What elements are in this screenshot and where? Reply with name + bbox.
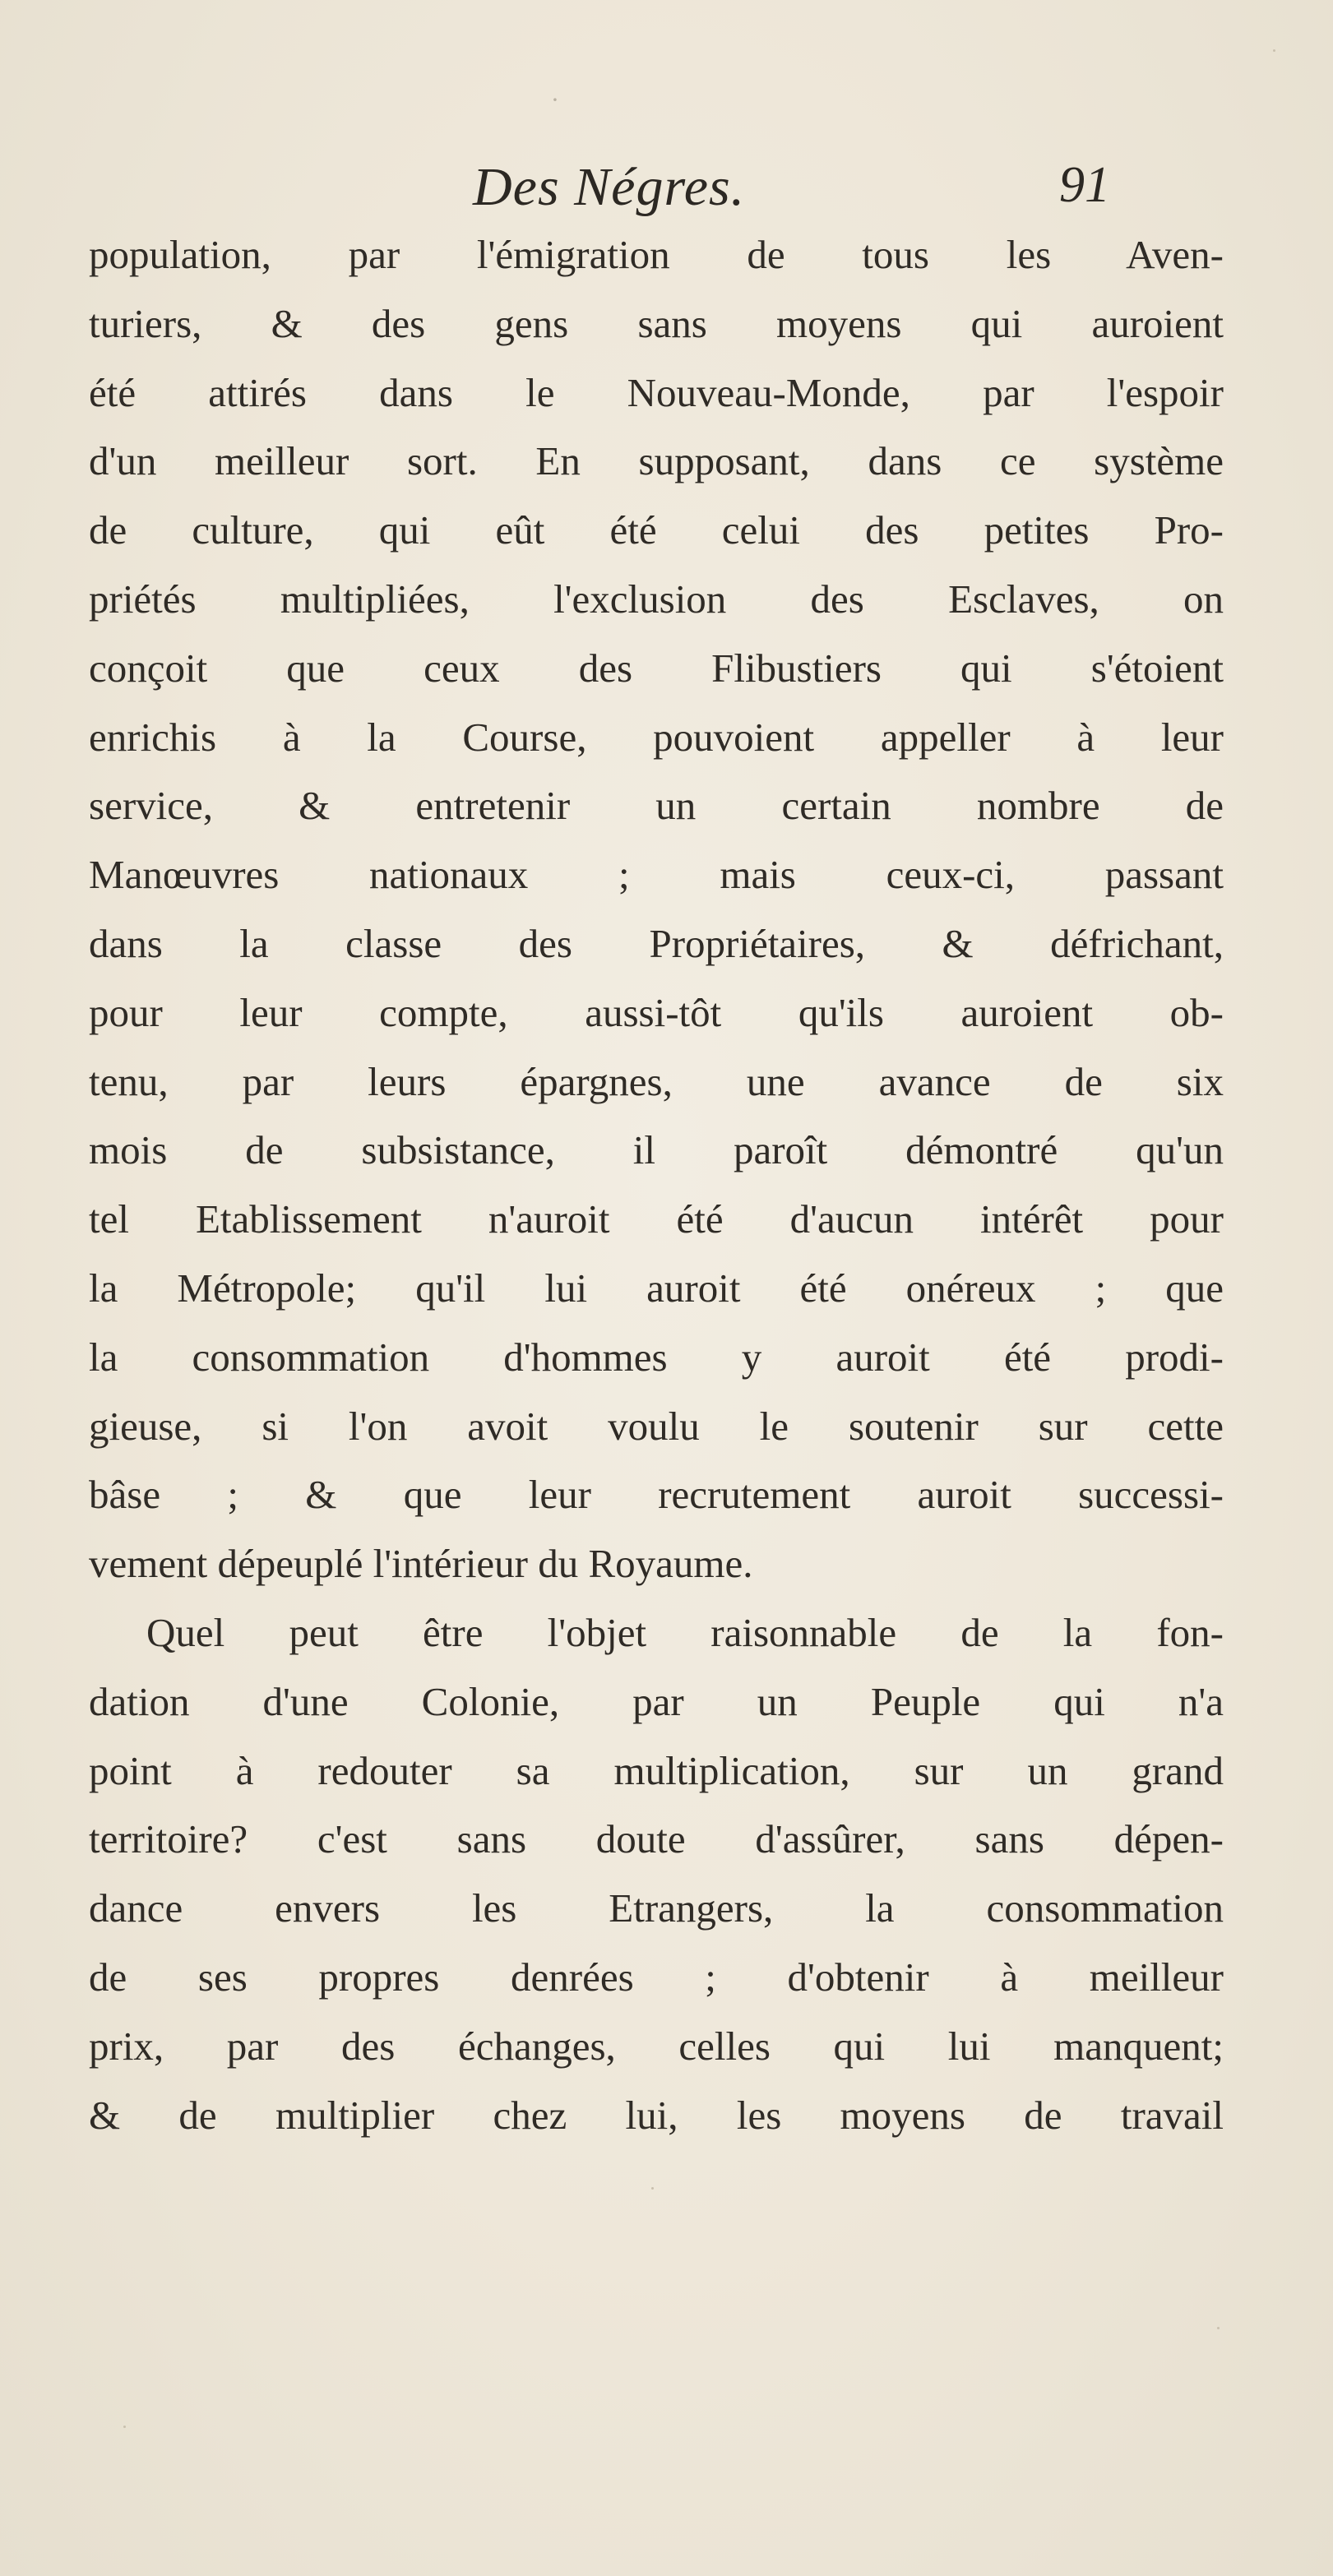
- text-line: prix, par des échanges, celles qui lui manquent;: [89, 2023, 1224, 2069]
- text-line: tenu, par leurs épargnes, une avance de six: [89, 1058, 1224, 1104]
- text-line: de culture, qui eût été celui des petites Pro-: [89, 507, 1224, 553]
- text-line: service, & entretenir un certain nombre de: [89, 783, 1224, 829]
- text-line: turiers, & des gens sans moyens qui auroient: [89, 300, 1224, 346]
- text-line: population, par l'émigration de tous les Aven-: [89, 232, 1224, 277]
- text-line: priétés multipliées, l'exclusion des Esclaves, on: [89, 576, 1224, 622]
- text-line: été attirés dans le Nouveau-Monde, par l'espoir: [89, 369, 1224, 415]
- text-line: bâse ; & que leur recrutement auroit successi-: [89, 1472, 1224, 1518]
- text-line: dation d'une Colonie, par un Peuple qui n'a: [89, 1678, 1224, 1724]
- text-line: & de multiplier chez lui, les moyens de travail: [89, 2092, 1224, 2138]
- text-line: de ses propres denrées ; d'obtenir à meilleur: [89, 1954, 1224, 2000]
- text-line: dance envers les Etrangers, la consommation: [89, 1885, 1224, 1931]
- ink-mark: ·: [551, 86, 559, 113]
- text-line: tel Etablissement n'auroit été d'aucun intérêt pour: [89, 1196, 1224, 1242]
- text-line: conçoit que ceux des Flibustiers qui s'étoient: [89, 645, 1224, 691]
- text-line: Quel peut être l'objet raisonnable de la fon-: [146, 1609, 1224, 1655]
- paper-speck: [1217, 2327, 1220, 2329]
- text-line: point à redouter sa multiplication, sur un grand: [89, 1747, 1224, 1793]
- text-line: mois de subsistance, il paroît démontré qu'un: [89, 1127, 1224, 1173]
- paper-speck: [123, 2426, 126, 2428]
- page-number: 91: [1059, 157, 1110, 213]
- text-line: la consommation d'hommes y auroit été prodi-: [89, 1334, 1224, 1380]
- text-line: Manœuvres nationaux ; mais ceux-ci, passant: [89, 852, 1224, 898]
- text-line: gieuse, si l'on avoit voulu le soutenir sur cette: [89, 1403, 1224, 1449]
- text-line: la Métropole; qu'il lui auroit été onéreux ; que: [89, 1265, 1224, 1311]
- text-line: territoire? c'est sans doute d'assûrer, sans dépen-: [89, 1816, 1224, 1862]
- text-line: vement dépeuplé l'intérieur du Royaume.: [89, 1541, 753, 1587]
- text-line: enrichis à la Course, pouvoient appeller à leur: [89, 714, 1224, 760]
- paper-speck: [1273, 49, 1275, 52]
- text-line: pour leur compte, aussi-tôt qu'ils auroient ob-: [89, 989, 1224, 1035]
- running-title: Des Négres.: [473, 157, 746, 217]
- running-head: [0, 156, 1333, 230]
- paper-speck: [651, 2187, 654, 2190]
- text-line: d'un meilleur sort. En supposant, dans ce système: [89, 438, 1224, 484]
- text-line: dans la classe des Propriétaires, & défrichant,: [89, 920, 1224, 966]
- body-text: [89, 220, 1224, 2149]
